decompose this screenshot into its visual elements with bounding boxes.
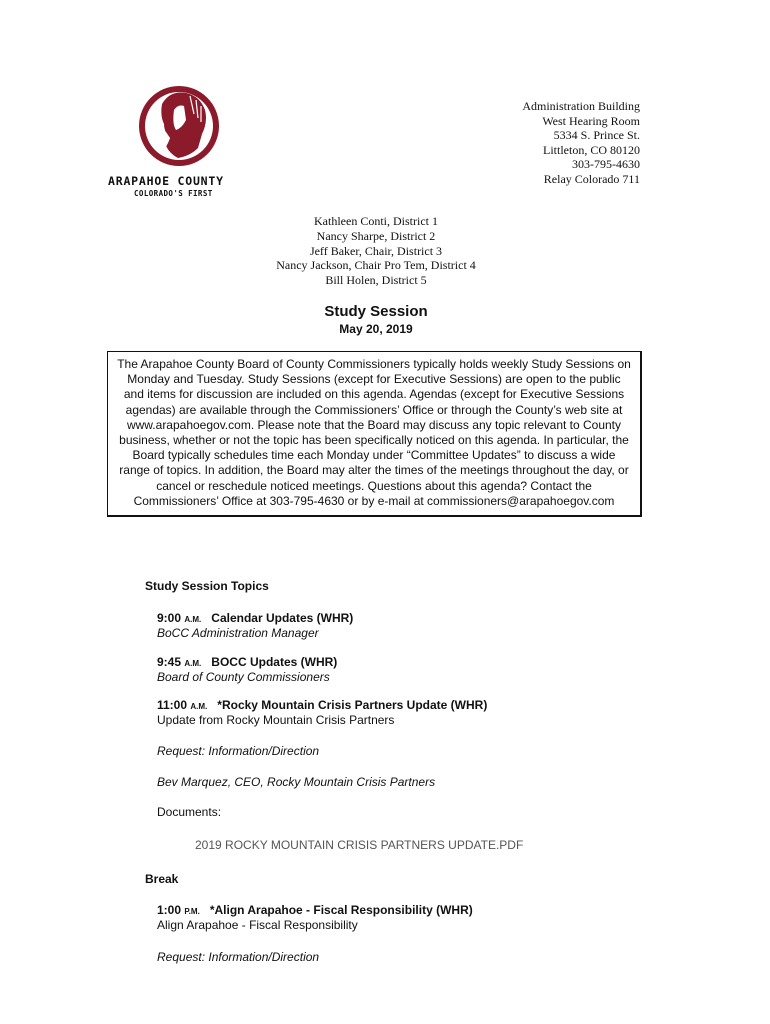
address-line: 5334 S. Prince St. <box>553 128 640 143</box>
item-description: Align Arapahoe - Fiscal Responsibility <box>157 918 358 932</box>
relay-line: Relay Colorado 711 <box>543 171 640 186</box>
item-presenter: Board of County Commissioners <box>157 670 330 684</box>
item-title: Calendar Updates (WHR) <box>211 611 354 625</box>
agenda-item-heading <box>157 655 337 669</box>
item-time: 9:45 <box>157 655 182 669</box>
item-time: 9:00 <box>157 611 182 625</box>
notice-line: Board typically schedules time each Monday under “Committee Updates” to discuss a wide <box>132 448 616 463</box>
item-title: BOCC Updates (WHR) <box>211 655 338 669</box>
county-logo <box>104 84 254 202</box>
item-presenter: Bev Marquez, CEO, Rocky Mountain Crisis Partners <box>157 775 436 789</box>
item-request: Request: Information/Direction <box>157 950 320 964</box>
agenda-item-heading <box>157 903 473 917</box>
commissioner: Jeff Baker, Chair, District 3 <box>309 243 443 258</box>
commissioner: Bill Holen, District 5 <box>325 273 427 288</box>
notice-line: www.arapahoegov.com. Please note that the Board may discuss any topic relevant to County <box>126 417 622 432</box>
logo-tagline: COLORADO'S FIRST <box>134 189 213 198</box>
notice-box <box>107 351 642 517</box>
commissioner: Nancy Sharpe, District 2 <box>316 228 436 243</box>
notice-line: Monday and Tuesday. Study Sessions (except for Executive Sessions) are open to the public <box>127 372 621 387</box>
agenda-item-heading <box>157 698 487 712</box>
item-title: *Rocky Mountain Crisis Partners Update (WHR) <box>217 698 488 712</box>
phone-number: 303-795-4630 <box>572 157 640 172</box>
address-block <box>522 99 640 187</box>
item-request: Request: Information/Direction <box>157 744 320 758</box>
documents-label: Documents: <box>157 805 222 819</box>
item-time: 11:00 <box>157 698 188 712</box>
commissioner: Nancy Jackson, Chair Pro Tem, District 4 <box>276 258 476 273</box>
document-link[interactable]: 2019 ROCKY MOUNTAIN CRISIS PARTNERS UPDATE.PDF <box>195 838 524 852</box>
notice-line: cancel or reschedule noticed meetings. Questions about this agenda? Contact the <box>156 478 592 493</box>
agenda-item-heading <box>157 611 353 625</box>
address-line: Littleton, CO 80120 <box>543 142 640 157</box>
notice-line: agendas) are available through the Commissioners’ Office or through the County’s web site at <box>125 402 623 417</box>
notice-line: The Arapahoe County Board of County Commissioners typically holds weekly Study Sessions on <box>117 357 631 371</box>
logo-name: ARAPAHOE COUNTY <box>108 174 224 188</box>
commissioners-list <box>0 214 752 288</box>
item-time: 1:00 <box>157 903 182 917</box>
item-ampm: A.M. <box>184 615 202 624</box>
item-ampm: A.M. <box>184 659 202 668</box>
item-presenter: BoCC Administration Manager <box>157 626 319 640</box>
notice-line: and items for discussion are included on this agenda. Agendas (except for Executive Sessions <box>123 387 625 402</box>
notice-line: Commissioners’ Office at 303-795-4630 or by e-mail at commissioners@arapahoegov.com <box>133 493 615 508</box>
notice-line: business, whether or not the topic has been specifically noticed on this agenda. In particular, the <box>119 433 629 448</box>
item-ampm: P.M. <box>184 907 200 916</box>
address-line: Administration Building <box>522 99 640 113</box>
session-date: May 20, 2019 <box>339 322 413 336</box>
address-line: West Hearing Room <box>542 113 640 128</box>
item-description: Update from Rocky Mountain Crisis Partners <box>157 713 395 727</box>
notice-line: range of topics. In addition, the Board may alter the times of the meetings throughout the day, or <box>119 463 629 478</box>
item-ampm: A.M. <box>190 702 208 711</box>
item-title: *Align Arapahoe - Fiscal Responsibility (WHR) <box>209 903 473 917</box>
page-title: Study Session <box>324 303 428 320</box>
break-label: Break <box>145 872 179 886</box>
topics-heading: Study Session Topics <box>145 579 269 593</box>
commissioner: Kathleen Conti, District 1 <box>314 214 438 228</box>
